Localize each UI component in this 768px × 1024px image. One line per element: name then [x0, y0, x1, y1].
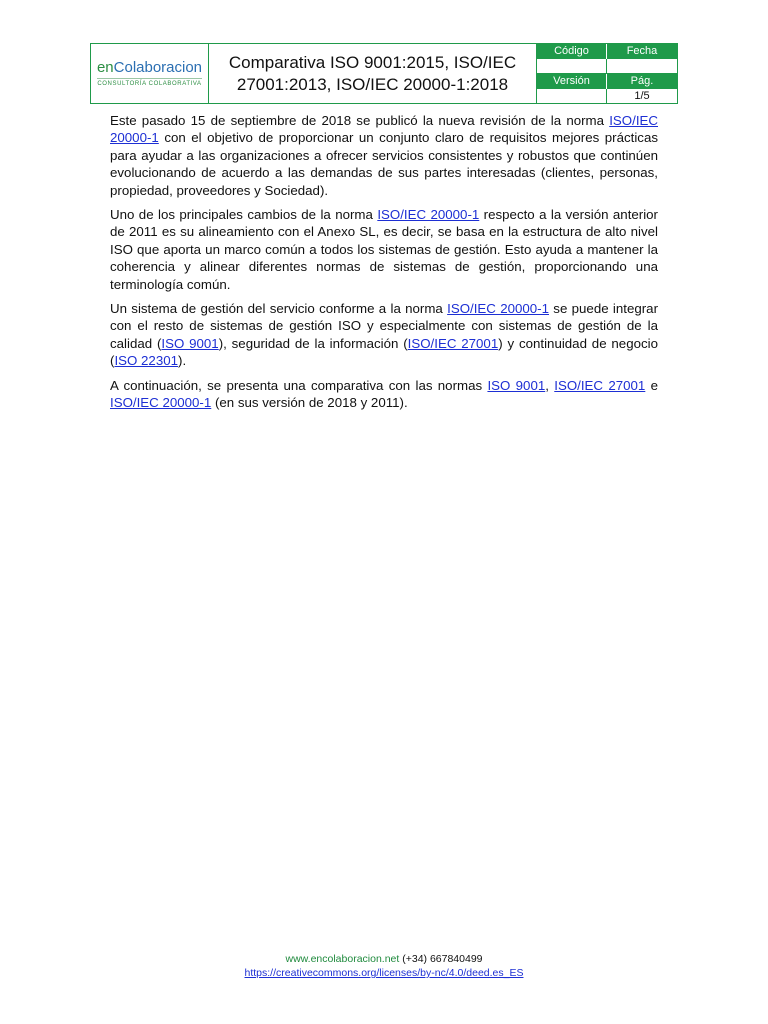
document-footer — [0, 952, 768, 980]
paragraph-3 — [110, 300, 658, 370]
paragraph-1 — [110, 112, 658, 199]
footer-license-link[interactable]: https://creativecommons.org/licenses/by-nc/4.0/deed.es_ES — [244, 967, 524, 979]
document-meta-grid — [537, 44, 677, 103]
link-iso-20000-1[interactable]: ISO/IEC 20000-1 — [377, 207, 480, 223]
link-iso-27001[interactable]: ISO/IEC 27001 — [407, 335, 499, 351]
logo-wordmark — [97, 60, 202, 76]
logo-part-colaboracion: Colaboracion — [113, 59, 203, 76]
codigo-value — [537, 59, 607, 74]
logo-subtitle: CONSULTORÍA COLABORATIVA — [97, 78, 201, 87]
p1-text-1: Este pasado 15 de septiembre de 2018 se publicó la nueva revisión de la norma — [110, 113, 610, 128]
pag-label: Pág. — [607, 74, 677, 89]
footer-contact — [0, 952, 768, 966]
version-label: Versión — [537, 74, 607, 89]
p3-text-1: Un sistema de gestión del servicio conforme a la norma — [110, 301, 448, 317]
p4-text-1: A continuación, se presenta una comparativa con las normas — [110, 377, 488, 393]
p4-text-4: (en sus versión de 2018 y 2011). — [211, 395, 408, 411]
p2-text-2: respecto a la versión anterior de 2011 es su alineamiento con el Anexo SL, es decir, se basa en la estructura de alto nivel ISO que aporta un marco común a todos los sistemas de gestión. Esto ayuda a mantener la coherencia y alinear diferentes normas de sistemas de gestión, proporcionando una terminología común. — [110, 207, 658, 292]
paragraph-4 — [110, 377, 658, 412]
logo-part-en: en — [96, 59, 114, 76]
link-iso-9001[interactable]: ISO 9001 — [487, 377, 546, 393]
link-iso-22301[interactable]: ISO 22301 — [114, 353, 179, 369]
p4-text-3: e — [645, 377, 659, 393]
link-iso-20000-1[interactable]: ISO/IEC 20000-1 — [447, 301, 549, 317]
link-iso-20000-1[interactable]: ISO/IEC 20000-1 — [110, 395, 212, 411]
document-title: Comparativa ISO 9001:2015, ISO/IEC 27001:2013, ISO/IEC 20000-1:2018 — [209, 44, 537, 103]
document-body — [110, 112, 658, 419]
p3-text-3: ), seguridad de la información ( — [218, 335, 408, 351]
link-iso-9001[interactable]: ISO 9001 — [161, 335, 219, 351]
fecha-value — [607, 59, 677, 74]
link-iso-27001[interactable]: ISO/IEC 27001 — [554, 377, 646, 393]
p1-text-2: con el objetivo de proporcionar un conjunto claro de requisitos mejores prácticas para ayudar a las organizaciones a ofrecer servicios consistentes y robustos que continúen evolucionando de acuerdo a las demandas de sus partes interesadas (clientes, personas, propiedad, proveedores y Sociedad). — [110, 130, 658, 198]
p2-text-1: Uno de los principales cambios de la norma — [110, 207, 378, 223]
fecha-label: Fecha — [607, 44, 677, 59]
codigo-label: Código — [537, 44, 607, 59]
p3-text-5: ). — [178, 353, 187, 369]
footer-website[interactable]: www.encolaboracion.net — [285, 953, 400, 965]
pag-value: 1/5 — [634, 90, 650, 102]
paragraph-2 — [110, 206, 658, 293]
p4-text-2: , — [545, 377, 555, 393]
version-value — [537, 89, 607, 104]
document-header — [90, 43, 678, 104]
footer-phone: (+34) 667840499 — [399, 953, 483, 965]
link-iso-20000-1[interactable]: ISO/IEC 20000-1 — [110, 113, 658, 146]
company-logo — [91, 44, 209, 103]
p3-text-4: ) y continuidad de negocio ( — [110, 335, 658, 369]
p3-text-2: se puede integrar con el resto de sistemas de gestión ISO y especialmente con sistemas de gestión de la calidad ( — [110, 301, 658, 351]
